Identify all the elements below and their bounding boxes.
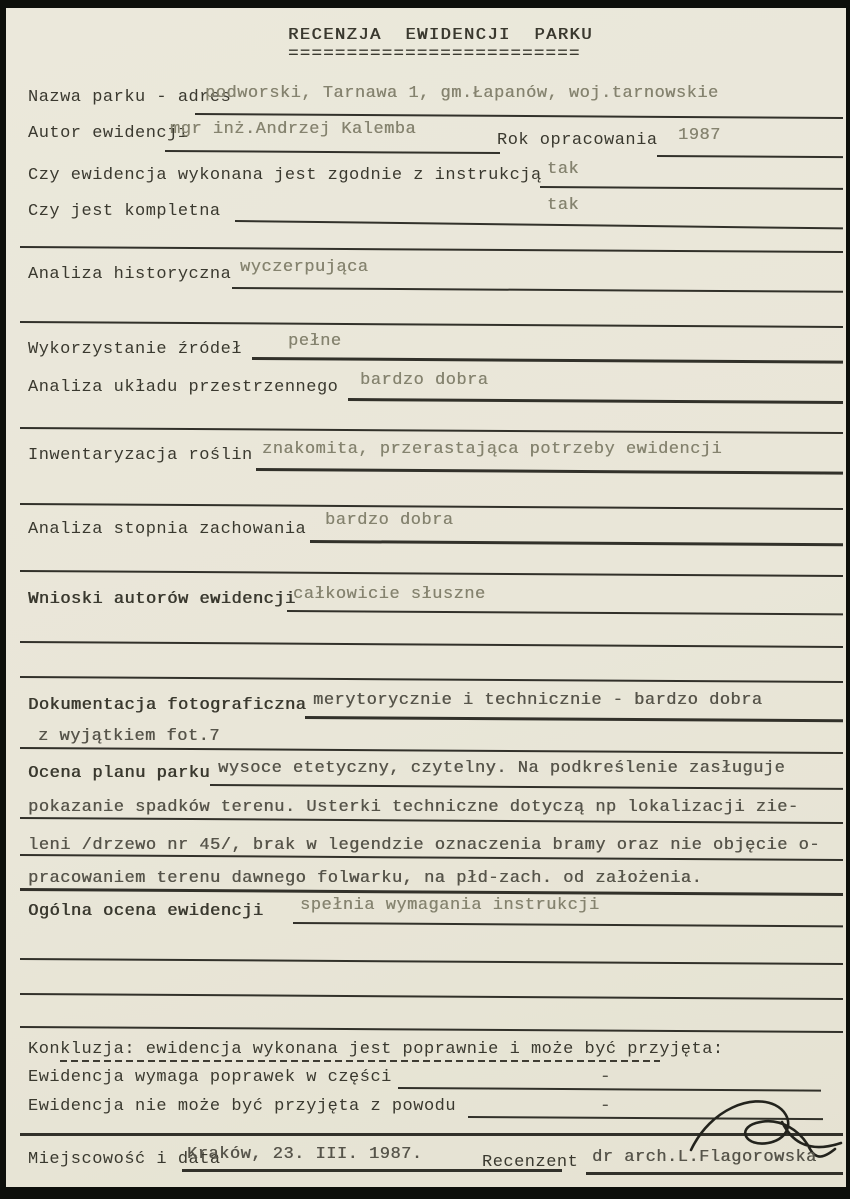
label-zgodnosc: Czy ewidencja wykonana jest zgodnie z instrukcją: [28, 166, 542, 185]
value-ocena-planu-l4: pracowaniem terenu dawnego folwarku, na płd-zach. od założenia.: [28, 869, 703, 888]
value-stopien-zachowania: bardzo dobra: [325, 511, 454, 530]
label-ocena-planu: Ocena planu parku: [28, 764, 210, 783]
label-wnioski: Wnioski autorów ewidencji: [28, 590, 296, 609]
label-miejscowosc-data: Miejscowość i data: [28, 1150, 221, 1169]
label-recenzent: Recenzent: [482, 1153, 579, 1172]
value-kompletna: tak: [547, 196, 580, 215]
label-fotografia: Dokumentacja fotograficzna: [28, 696, 307, 715]
value-zrodla: pełne: [288, 332, 342, 351]
label-stopien-zachowania: Analiza stopnia zachowania: [28, 520, 307, 539]
label-kompletna: Czy jest kompletna: [28, 202, 221, 221]
value-odrzucenie: -: [600, 1097, 611, 1116]
value-wnioski: całkowicie słuszne: [293, 585, 486, 604]
value-zgodnosc: tak: [547, 160, 580, 179]
label-ogolna-ocena: Ogólna ocena ewidencji: [28, 902, 264, 921]
value-recenzent: dr arch.L.Flagorowska: [592, 1148, 817, 1167]
value-fotografia-cd: z wyjątkiem fot.7: [38, 727, 220, 746]
value-rok-opracowania: 1987: [678, 126, 721, 145]
label-uklad-przestrzenny: Analiza układu przestrzennego: [28, 378, 339, 397]
value-autor: mgr inż.Andrzej Kalemba: [170, 120, 417, 139]
label-nazwa-parku: Nazwa parku - adres: [28, 88, 232, 107]
label-rok-opracowania: Rok opracowania: [497, 131, 658, 150]
value-miejscowosc-data: Kraków, 23. III. 1987.: [187, 1145, 423, 1164]
label-konkluzja: Konkluzja: ewidencja wykonana jest poprawnie i może być przyjęta:: [28, 1040, 724, 1059]
value-fotografia: merytorycznie i technicznie - bardzo dobra: [313, 691, 763, 710]
label-poprawki: Ewidencja wymaga poprawek w części: [28, 1068, 392, 1087]
value-ocena-planu: wysoce etetyczny, czytelny. Na podkreślenie zasługuje: [218, 759, 786, 778]
value-analiza-historyczna: wyczerpująca: [240, 258, 369, 277]
label-zrodla: Wykorzystanie źródeł: [28, 340, 243, 359]
value-poprawki: -: [600, 1068, 611, 1087]
value-inwentaryzacja: znakomita, przerastająca potrzeby ewidencji: [262, 440, 723, 459]
value-nazwa-parku: podworski, Tarnawa 1, gm.Łapanów, woj.tarnowskie: [205, 84, 719, 103]
value-ogolna-ocena: spełnia wymagania instrukcji: [300, 896, 600, 915]
value-ocena-planu-l2: pokazanie spadków terenu. Usterki techniczne dotyczą np lokalizacji zie-: [28, 798, 799, 817]
value-ocena-planu-l3: leni /drzewo nr 45/, brak w legendzie oznaczenia bramy oraz nie objęcie o-: [28, 836, 820, 855]
value-uklad-przestrzenny: bardzo dobra: [360, 371, 489, 390]
document-title: RECENZJA EWIDENCJI PARKU: [288, 26, 593, 45]
label-autor: Autor ewidencji: [28, 124, 189, 143]
label-inwentaryzacja: Inwentaryzacja roślin: [28, 446, 253, 465]
title-underline: =========================: [288, 45, 581, 64]
underline: [586, 1172, 843, 1175]
label-analiza-historyczna: Analiza historyczna: [28, 265, 232, 284]
dashed-line: [60, 1060, 660, 1062]
label-odrzucenie: Ewidencja nie może być przyjęta z powodu: [28, 1097, 457, 1116]
